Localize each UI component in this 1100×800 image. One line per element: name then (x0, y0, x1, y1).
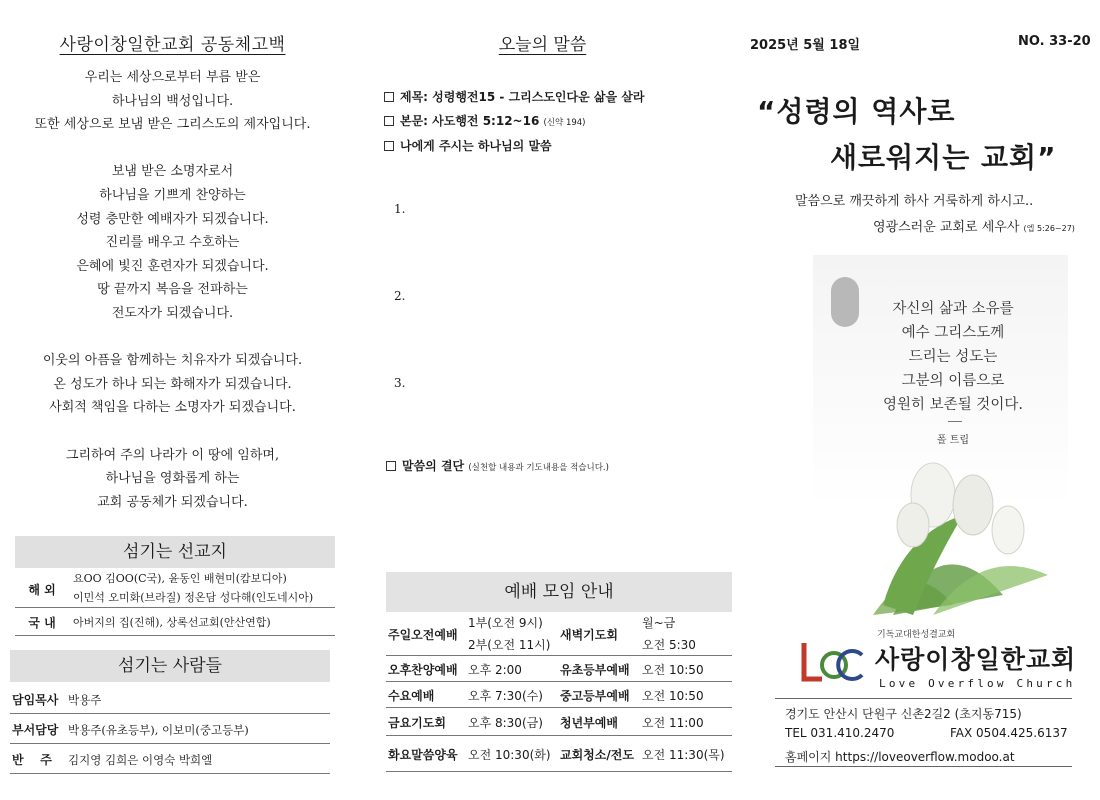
people-heading: 섬기는 사람들 (10, 650, 330, 682)
church-fax: FAX 0504.425.6137 (950, 726, 1068, 740)
worship-name: 새벽기도회 (560, 628, 618, 642)
motto-line-1: “성령의 역사로 (757, 95, 956, 128)
worship-time: 2부(오전 11시) (468, 638, 551, 652)
message-item (384, 137, 552, 154)
quote-line: 드리는 성도는 (908, 349, 998, 365)
creed-line: 하나님을 영화롭게 하는 (105, 471, 240, 487)
motto-line-2: 새로워지는 교회” (830, 141, 1057, 174)
worship-time: 오후 2:00 (468, 663, 522, 677)
scripture-note: (신약 194) (543, 118, 586, 128)
sermon-column (370, 0, 740, 800)
worship-time: 오전 11:30(목) (642, 748, 725, 762)
resolution-note: (실천할 내용과 기도내용을 적습니다.) (468, 463, 609, 473)
quote-line: 예수 그리스도께 (901, 325, 1005, 341)
missions-heading: 섬기는 선교지 (15, 536, 335, 568)
creed-column (0, 0, 345, 800)
checkbox-icon (386, 461, 396, 471)
church-address: 경기도 안산시 단원구 신촌2길2 (초지동715) (785, 707, 1022, 721)
worship-name: 교회청소/전도 (560, 748, 634, 762)
worship-row (386, 612, 732, 656)
quote-author: 폴 트립 (936, 435, 970, 446)
creed-line: 땅 끝까지 복음을 전파하는 (97, 282, 248, 298)
worship-time: 오후 7:30(수) (468, 689, 543, 703)
people-row (10, 744, 330, 774)
cover-column (745, 0, 1100, 800)
quote-image (813, 255, 1068, 615)
worship-heading: 예배 모임 안내 (386, 572, 732, 612)
worship-row (386, 708, 732, 736)
people-role: 담임목사 (12, 693, 59, 707)
scripture-item (384, 112, 585, 129)
church-name: 사랑이창일한교회 (875, 645, 1077, 674)
note-number-2: 2. (394, 289, 406, 303)
issue-number: NO. 33-20 (1018, 34, 1091, 49)
creed-line: 사회적 책임을 다하는 소명자가 되겠습니다. (49, 400, 296, 416)
resolution-label: 말씀의 결단 (402, 459, 465, 473)
creed-spacer (0, 137, 345, 161)
denomination: 기독교대한성결교회 (877, 630, 956, 640)
quote-text (853, 297, 1053, 417)
flower-icon (853, 455, 1053, 615)
church-website: 홈페이지 https://loveoverflow.modoo.at (785, 750, 1015, 764)
motto-subtitle-1: 말씀으로 깨끗하게 하사 거룩하게 하시고.. (795, 194, 1034, 209)
creed-line: 하나님을 기쁘게 찬양하는 (99, 187, 246, 203)
worship-row (386, 736, 732, 772)
people-role: 부서담당 (12, 723, 59, 737)
checkbox-icon (384, 141, 394, 151)
creed-line: 또한 세상으로 보냄 받은 그리스도의 제자입니다. (34, 117, 311, 133)
people-names: 박용주(유초등부), 이보미(중고등부) (68, 723, 249, 737)
sermon-title: 제목: 성령행전15 - 그리스도인다운 삶을 살라 (400, 90, 645, 104)
worship-time: 오전 10:50 (642, 689, 704, 703)
overseas-label: 해 외 (28, 583, 56, 597)
worship-time: 오후 8:30(금) (468, 716, 543, 730)
creed-line: 보냄 받은 소명자로서 (111, 164, 234, 180)
verse-reference: (엡 5:26~27) (1023, 224, 1075, 233)
bulletin-date: 2025년 5월 18일 (750, 38, 861, 53)
domestic-label: 국 내 (28, 616, 56, 630)
people-row (10, 714, 330, 744)
creed-title: 사랑이창일한교회 공동체고백 (59, 35, 286, 55)
creed-line: 전도자가 되겠습니다. (111, 305, 234, 321)
worship-name: 수요예배 (388, 689, 435, 703)
checkbox-icon (384, 116, 394, 126)
quote-line: 영원히 보존될 것이다. (883, 397, 1023, 413)
motto-subtitle-2 (873, 216, 1075, 235)
church-name-en: Love Overflow Church (879, 677, 1076, 690)
creed-spacer (0, 326, 345, 350)
quote-line: 자신의 삶과 소유를 (892, 301, 1014, 317)
divider (775, 766, 1072, 767)
people-row (10, 684, 330, 714)
overseas-line-1: 요OO 김OO(C국), 윤동인 배현미(캄보디아) (73, 572, 287, 585)
missions-overseas-row (15, 568, 335, 608)
sermon-title-item (384, 88, 644, 105)
creed-line: 성령 충만한 예배자가 되겠습니다. (76, 211, 269, 227)
worship-row (386, 656, 732, 682)
worship-time: 오전 11:00 (642, 716, 704, 730)
worship-name: 금요기도회 (388, 716, 446, 730)
church-logo-icon (800, 635, 870, 685)
worship-time: 오전 10:30(화) (468, 748, 551, 762)
creed-line: 은혜에 빛진 훈련자가 되겠습니다. (76, 258, 269, 274)
motto-subtitle-text: 영광스러운 교회로 세우사 (873, 220, 1020, 235)
worship-time: 1부(오전 9시) (468, 616, 543, 630)
note-number-3: 3. (394, 376, 406, 390)
note-number-1: 1. (394, 202, 406, 216)
worship-name: 화요말씀양육 (388, 748, 458, 762)
creed-line: 진리를 배우고 수호하는 (105, 235, 240, 251)
worship-row (386, 682, 732, 708)
sermon-heading: 오늘의 말씀 (498, 35, 587, 55)
creed-line: 이웃의 아픔을 함께하는 치유자가 되겠습니다. (42, 353, 303, 369)
domestic-line: 아버지의 집(진해), 상록선교회(안산연합) (73, 616, 271, 629)
worship-name: 청년부예배 (560, 716, 618, 730)
quote-divider (948, 421, 962, 422)
divider (775, 698, 1072, 699)
people-role: 반 주 (12, 753, 52, 767)
worship-day: 월~금 (642, 616, 676, 630)
people-names: 박용주 (68, 693, 102, 707)
creed-spacer (0, 420, 345, 444)
overseas-line-2: 이민석 오미화(브라질) 정온담 성다해(인도네시아) (73, 591, 314, 604)
creed-line: 교회 공동체가 되겠습니다. (97, 494, 248, 510)
worship-name: 중고등부예배 (560, 689, 630, 703)
people-names: 김지영 김희은 이영숙 박희엘 (68, 753, 213, 767)
checkbox-icon (384, 92, 394, 102)
worship-time: 오전 10:50 (642, 663, 704, 677)
creed-line: 온 성도가 하나 되는 화해자가 되겠습니다. (53, 376, 292, 392)
creed-line: 우리는 세상으로부터 부름 받은 (84, 70, 261, 85)
creed-text (0, 66, 345, 514)
worship-time: 오전 5:30 (642, 638, 696, 652)
church-tel: TEL 031.410.2470 (785, 726, 895, 740)
worship-name: 주일오전예배 (388, 628, 458, 642)
resolution-item (386, 457, 609, 474)
scripture-label: 본문: 사도행전 5:12~16 (400, 114, 540, 128)
worship-name: 유초등부예배 (560, 663, 630, 677)
worship-name: 오후찬양예배 (388, 663, 458, 677)
creed-line: 하나님의 백성입니다. (111, 93, 234, 109)
creed-line: 그리하여 주의 나라가 이 땅에 임하며, (65, 447, 280, 463)
missions-domestic-row (15, 608, 335, 636)
quote-line: 그분의 이름으로 (901, 373, 1005, 389)
message-label: 나에게 주시는 하나님의 말씀 (400, 139, 552, 153)
